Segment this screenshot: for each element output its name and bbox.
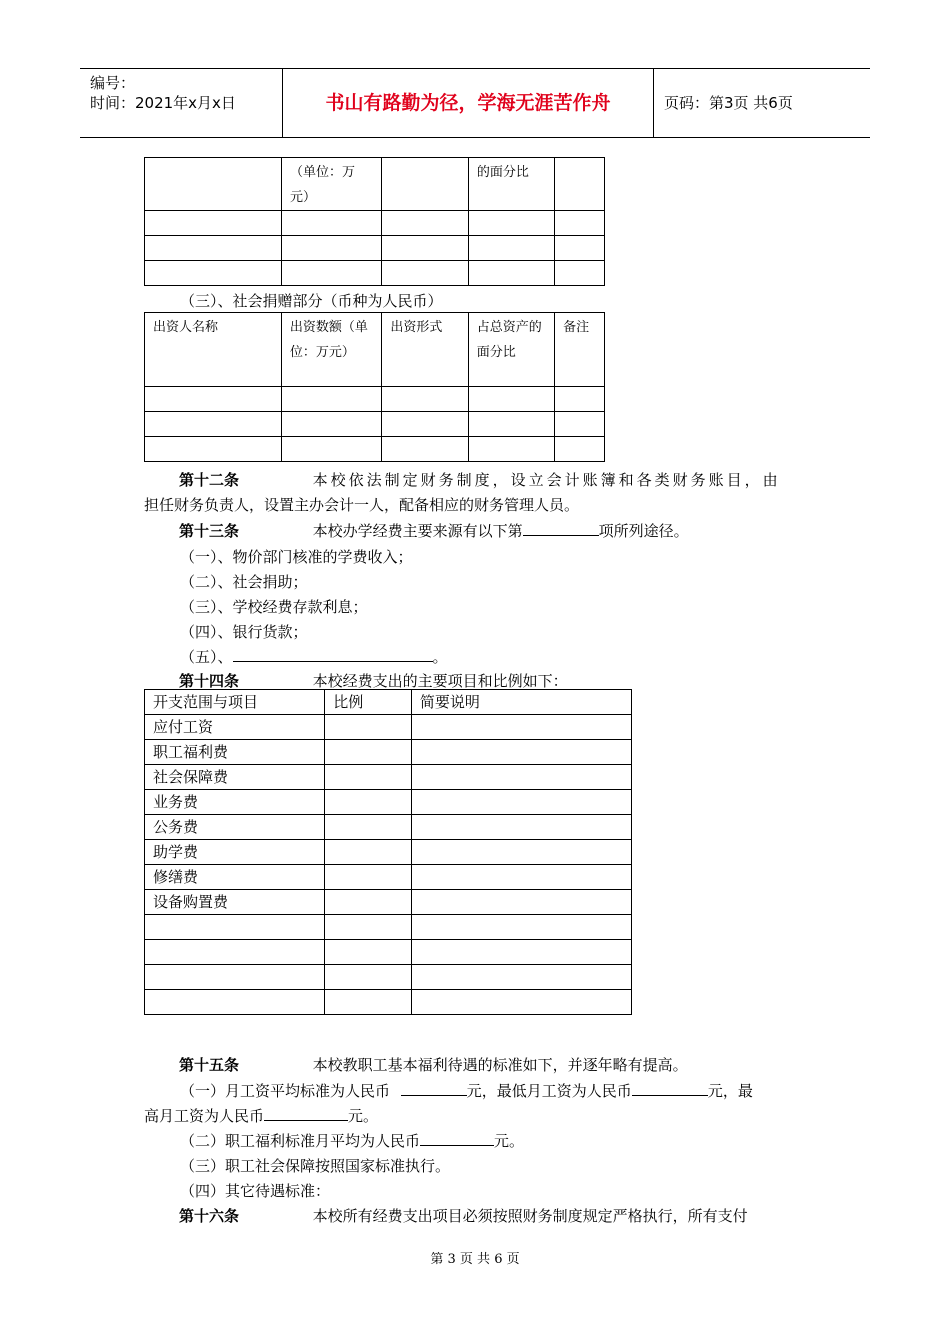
header-label: 占总资产的面分比 xyxy=(476,320,542,360)
text-fragment: 元，最低月工资为人民币 xyxy=(466,1082,632,1100)
text-fragment: （一）月工资平均标准为人民币 xyxy=(180,1082,391,1100)
table-cell xyxy=(145,940,325,965)
expense-table xyxy=(144,689,632,1015)
investment-table-continued xyxy=(144,157,605,286)
table-row xyxy=(145,990,632,1015)
time-label: 时间：2021年x月x日 xyxy=(90,94,236,112)
article-text: 本校教职工基本福利待遇的标准如下，并逐年略有提高。 xyxy=(312,1056,688,1074)
text-fragment: 高月工资为人民币 xyxy=(144,1107,265,1125)
table-row xyxy=(145,890,632,915)
unit-label: （单位：万元） xyxy=(289,165,355,205)
article-14 xyxy=(179,670,568,691)
social-donation-table xyxy=(144,312,605,462)
article-title: 第十三条 xyxy=(179,522,240,540)
table-cell: 应付工资 xyxy=(145,715,325,740)
table-row xyxy=(145,815,632,840)
list-item: （三）、学校经费存款利息； xyxy=(180,598,368,616)
blank-field xyxy=(523,520,599,536)
article-text: 本校所有经费支出项目必须按照财务制度规定严格执行，所有支付 xyxy=(312,1207,748,1225)
article-text: 本校经费支出的主要项目和比例如下： xyxy=(312,672,568,690)
table-cell xyxy=(468,158,555,211)
table-header xyxy=(468,313,554,387)
table-row xyxy=(145,211,605,236)
table-row xyxy=(145,715,632,740)
list-item: （四）、银行货款； xyxy=(180,623,308,641)
table-cell: 修缮费 xyxy=(145,865,325,890)
table-row xyxy=(145,412,605,437)
table-header-row xyxy=(145,690,632,715)
table-cell xyxy=(281,158,382,211)
header-motto: 书山有路勤为径，学海无涯苦作舟 xyxy=(283,69,654,137)
section-social-heading: （三）、社会捐赠部分（币种为人民币） xyxy=(180,292,443,310)
table-cell: 职工福利费 xyxy=(145,740,325,765)
table-row xyxy=(145,740,632,765)
table-row xyxy=(145,940,632,965)
table-cell xyxy=(145,990,325,1015)
table-row xyxy=(145,765,632,790)
table-cell xyxy=(145,965,325,990)
table-cell xyxy=(145,158,282,211)
ratio-label: 的面分比 xyxy=(476,165,529,180)
blank-field xyxy=(264,1105,348,1121)
header-label: 出资人名称 xyxy=(153,320,219,335)
item-label: 。 xyxy=(432,648,448,666)
table-row xyxy=(145,915,632,940)
table-header: 开支范围与项目 xyxy=(145,690,325,715)
article-12-cont: 担任财务负责人，设置主办会计一人，配备相应的财务管理人员。 xyxy=(144,496,580,514)
table-cell: 业务费 xyxy=(145,790,325,815)
header-label: 出资数额（单位：万元） xyxy=(289,320,368,360)
table-header xyxy=(382,313,468,387)
article-16 xyxy=(179,1205,748,1226)
text-fragment: 元，最 xyxy=(707,1082,753,1100)
article-12 xyxy=(179,469,781,490)
table-cell: 社会保障费 xyxy=(145,765,325,790)
table-header xyxy=(555,313,605,387)
item-label: （五）、 xyxy=(180,648,233,666)
table-header: 比例 xyxy=(325,690,412,715)
article-title: 第十五条 xyxy=(179,1056,240,1074)
wage-line-2 xyxy=(144,1105,378,1126)
page-header xyxy=(80,68,870,138)
article-15 xyxy=(179,1054,688,1075)
table-cell xyxy=(555,158,605,211)
table-row xyxy=(145,158,605,211)
header-meta xyxy=(80,69,283,137)
table-header xyxy=(281,313,381,387)
table-cell xyxy=(382,158,468,211)
header-label: 出资形式 xyxy=(390,320,443,335)
table-cell: 公务费 xyxy=(145,815,325,840)
table-row xyxy=(145,236,605,261)
table-row xyxy=(145,261,605,286)
table-row xyxy=(145,840,632,865)
table-header xyxy=(145,313,282,387)
text-fragment: （二）职工福利标准月平均为人民币 xyxy=(180,1132,421,1150)
table-cell: 助学费 xyxy=(145,840,325,865)
article-text: 项所列途径。 xyxy=(598,522,689,540)
table-header-row xyxy=(145,313,605,387)
list-item xyxy=(180,646,448,667)
text-fragment: 元。 xyxy=(348,1107,379,1125)
text-fragment: 元。 xyxy=(494,1132,525,1150)
page-indicator: 页码：第3页 共6页 xyxy=(664,94,793,112)
blank-field xyxy=(420,1130,494,1146)
article-text: 本校办学经费主要来源有以下第 xyxy=(312,522,523,540)
list-item: （二）、社会捐助； xyxy=(180,573,308,591)
list-item: （一）、物价部门核准的学费收入； xyxy=(180,548,413,566)
number-label: 编号： xyxy=(90,74,136,92)
table-cell xyxy=(145,915,325,940)
social-security-line: （三）职工社会保障按照国家标准执行。 xyxy=(180,1157,451,1175)
blank-field xyxy=(632,1080,708,1096)
blank-field xyxy=(233,646,433,662)
page-footer: 第 3 页 共 6 页 xyxy=(430,1252,520,1267)
article-13 xyxy=(179,520,689,541)
header-label: 备注 xyxy=(563,320,590,335)
table-row xyxy=(145,437,605,462)
blank-field xyxy=(401,1080,467,1096)
article-title: 第十六条 xyxy=(179,1207,240,1225)
wage-line-1 xyxy=(180,1080,753,1101)
table-row xyxy=(145,790,632,815)
article-text: 本校依法制定财务制度，设立会计账簿和各类财务账目，由 xyxy=(312,471,781,489)
table-row xyxy=(145,865,632,890)
table-cell: 设备购置费 xyxy=(145,890,325,915)
article-title: 第十二条 xyxy=(179,471,240,489)
table-header: 简要说明 xyxy=(411,690,631,715)
table-row xyxy=(145,387,605,412)
welfare-line xyxy=(180,1130,524,1151)
table-row xyxy=(145,965,632,990)
other-benefits-line: （四）其它待遇标准： xyxy=(180,1182,331,1200)
article-title: 第十四条 xyxy=(179,672,240,690)
